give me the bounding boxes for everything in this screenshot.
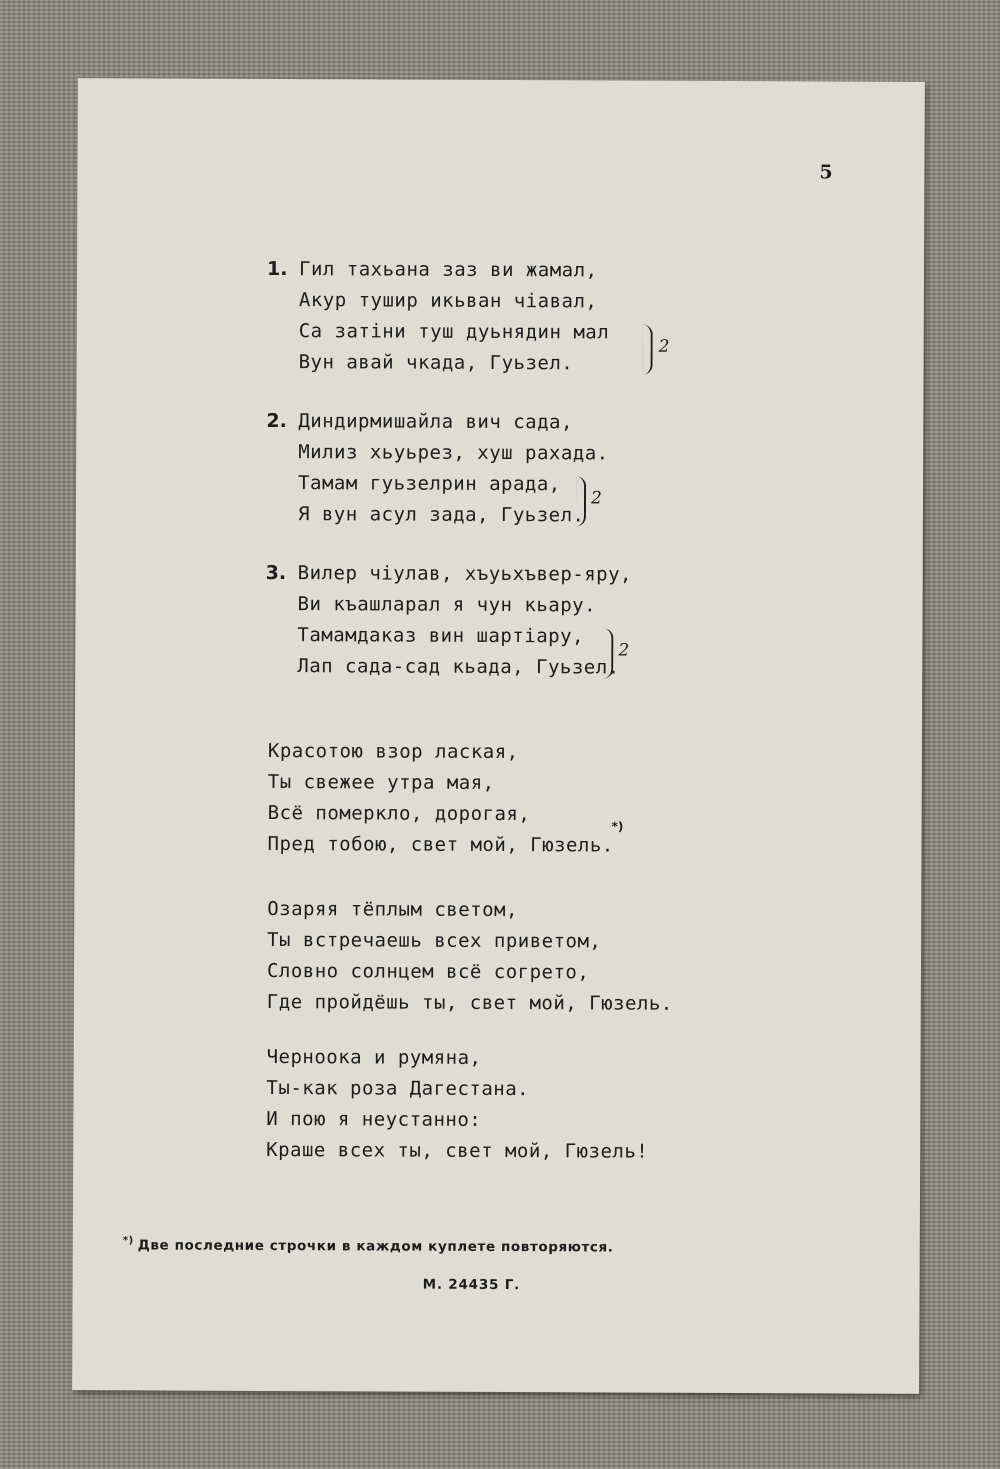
verse-number: 2. (266, 409, 287, 433)
translation-line: Ты-как роза Дагестана. (266, 1076, 530, 1101)
verse-line: Тамам гуьзелрин арада, (298, 472, 561, 496)
translation-line: Ты свежее утра мая, (267, 770, 495, 794)
repeat-brace (576, 476, 586, 526)
repeat-brace (643, 325, 653, 375)
translation-line: Где пройдёшь ты, свет мой, Гюзель. (266, 990, 673, 1015)
paper-sheet (72, 78, 925, 1394)
translation-line: Ты встречаешь всех приветом, (267, 928, 602, 953)
translation-line: Словно солнцем всё согрето, (266, 959, 590, 984)
verse-number: 1. (266, 257, 288, 281)
translation-line: Всё померкло, дорогая, (267, 801, 531, 826)
translation-line: Пред тобою, свет мой, Гюзель. (267, 832, 614, 857)
translation-line: Краше всех ты, свет мой, Гюзель! (266, 1138, 649, 1163)
repeat-brace (603, 628, 613, 678)
page-number: 5 (819, 161, 833, 184)
verse-line: Тамамдаказ вин шартіару, (297, 624, 585, 648)
translation-line: Черноока и румяна, (266, 1045, 482, 1069)
footnote (123, 1235, 614, 1255)
repeat-mark: 2 (658, 336, 670, 357)
verse-line: Гил тахьана заз ви жамал, (298, 258, 598, 282)
verse-line: Акур тушир икьван чіавал, (298, 289, 598, 313)
verse-line: Диндирмишайла вич сада, (298, 410, 574, 434)
verse-line: Ви къашларал я чун кьару. (297, 593, 597, 617)
catalog-number: М. 24435 Г. (422, 1276, 521, 1294)
translation-line: И пою я неустанно: (266, 1107, 482, 1131)
verse-1 (78, 78, 925, 375)
translation-line: Красотою взор лаская, (267, 739, 519, 764)
verse-line: Я вун асул зада, Гуьзел. (297, 503, 585, 527)
translation-line: Озаряя тёплым светом, (267, 897, 519, 922)
verse-number: 3. (265, 561, 287, 585)
verse-line: Милиз хьуьрез, хуш рахада. (298, 441, 609, 465)
repeat-mark: 2 (590, 488, 602, 509)
footnote-marker: *) (611, 819, 624, 834)
verse-line: Вун авай чкада, Гуьзел. (298, 351, 574, 375)
verse-line: Са затіни туш дуьнядин мал (298, 320, 610, 344)
verse-line: Вилер чіулав, хъуьхъвер-яру, (297, 562, 633, 586)
verse-line: Лап сада-сад кьада, Гуьзел. (297, 655, 620, 679)
footnote-text: Две последние строчки в каждом куплете повторяются. (137, 1237, 614, 1256)
repeat-mark: 2 (618, 640, 630, 661)
footnote-star: *) (122, 1235, 134, 1247)
